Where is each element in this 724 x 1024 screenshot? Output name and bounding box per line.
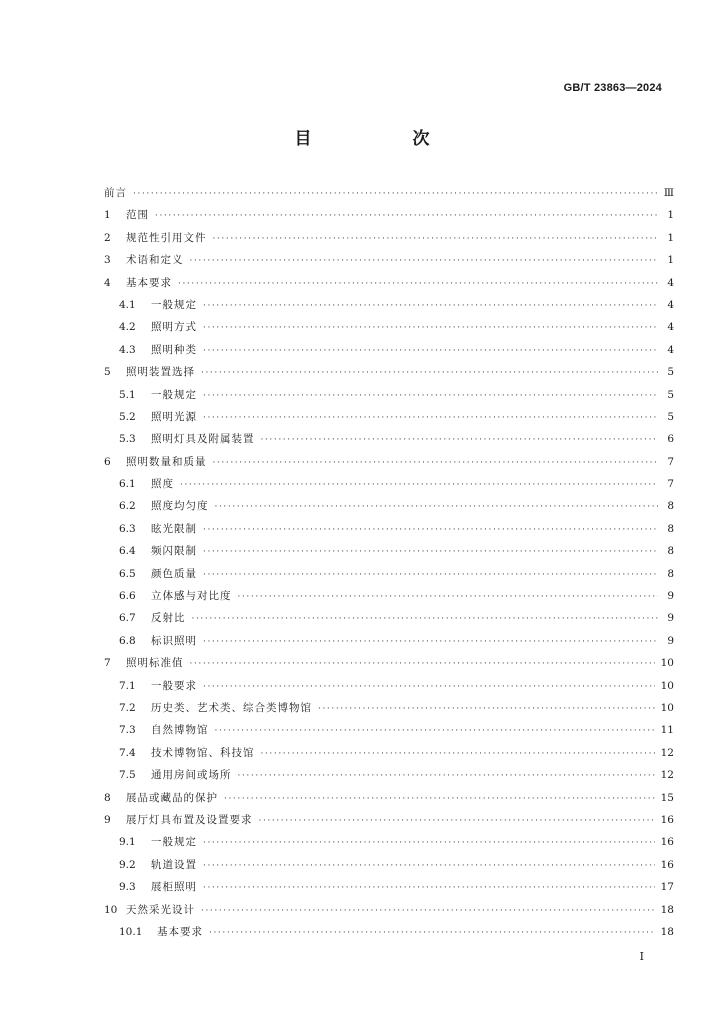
toc-entry-title: 范围	[126, 209, 149, 222]
toc-entry[interactable]	[104, 854, 674, 876]
toc-entry-page: 16	[660, 813, 674, 826]
page-number: Ⅰ	[639, 950, 644, 963]
page-title: 目 次	[294, 129, 472, 149]
toc-entry-title: 规范性引用文件	[126, 231, 207, 244]
toc-entry[interactable]	[104, 316, 674, 338]
toc-leader-dots	[209, 922, 655, 944]
toc-entry-number: 6.4	[119, 545, 136, 558]
toc-entry[interactable]	[104, 585, 674, 607]
toc-entry-page: 11	[660, 724, 674, 737]
toc-entry-page: 9	[667, 590, 674, 603]
toc-entry-page: 12	[660, 746, 674, 759]
toc-entry[interactable]	[104, 764, 674, 786]
toc-entry-number: 7.1	[119, 679, 136, 692]
toc-entry[interactable]	[104, 518, 674, 540]
toc-entry-number: 6.8	[119, 634, 136, 647]
toc-entry-title: 前言	[104, 187, 127, 199]
toc-leader-dots	[238, 586, 659, 608]
toc-entry-title: 轨道设置	[151, 858, 197, 871]
toc-entry-page: 1	[667, 231, 674, 244]
toc-leader-dots	[192, 608, 659, 630]
toc-leader-dots	[203, 385, 658, 407]
toc-entry-page: 8	[667, 567, 674, 580]
toc-entry[interactable]	[104, 563, 674, 585]
toc-entry-number: 1	[104, 209, 111, 222]
toc-entry[interactable]	[104, 697, 674, 719]
toc-entry-page: 6	[667, 433, 674, 446]
toc-entry-page: 5	[667, 388, 674, 401]
toc-entry[interactable]	[104, 406, 674, 428]
toc-entry-title: 立体感与对比度	[151, 590, 232, 603]
toc-entry[interactable]	[104, 428, 674, 450]
toc-leader-dots	[190, 250, 659, 272]
toc-leader-dots	[201, 362, 658, 384]
toc-entry-number: 2	[104, 231, 111, 244]
toc-entry-number: 4	[104, 276, 111, 289]
toc-entry-title: 照明标准值	[126, 657, 184, 670]
standard-code: GB/T 23863—2024	[563, 82, 662, 94]
toc-entry[interactable]	[104, 227, 674, 249]
toc-entry-number: 10.1	[119, 925, 143, 938]
toc-entry-title: 照明种类	[151, 343, 197, 356]
toc-leader-dots	[238, 765, 655, 787]
toc-entry[interactable]	[104, 473, 674, 495]
toc-entry[interactable]	[104, 630, 674, 652]
toc-entry-title: 照明方式	[151, 321, 197, 334]
toc-entry-number: 6.6	[119, 590, 136, 603]
toc-entry[interactable]	[104, 652, 674, 674]
toc-leader-dots	[180, 474, 658, 496]
toc-leader-dots	[203, 519, 658, 541]
toc-entry-page: 9	[667, 612, 674, 625]
toc-entry-title: 照明装置选择	[126, 366, 195, 379]
toc-entry[interactable]	[104, 787, 674, 809]
toc-entry-page: 10	[660, 701, 674, 714]
toc-entry-title: 展厅灯具布置及设置要求	[126, 813, 253, 826]
toc-entry-number: 7.3	[119, 724, 136, 737]
toc-entry-page: 7	[667, 455, 674, 468]
toc-leader-dots	[203, 855, 655, 877]
toc-entry[interactable]	[104, 809, 674, 831]
toc-entry-title: 照明光源	[151, 410, 197, 423]
toc-entry-number: 6.7	[119, 612, 136, 625]
toc-entry-number: 4.3	[119, 343, 136, 356]
toc-entry-number: 9.3	[119, 881, 136, 894]
toc-entry-number: 6	[104, 455, 111, 468]
toc-entry[interactable]	[104, 339, 674, 361]
toc-entry-page: 9	[667, 634, 674, 647]
toc-entry[interactable]	[104, 831, 674, 853]
toc-entry-page: 18	[660, 903, 674, 916]
toc-entry-title: 照明灯具及附属装置	[151, 433, 255, 446]
toc-entry[interactable]	[104, 294, 674, 316]
toc-entry-page: 10	[660, 679, 674, 692]
toc-entry-page: Ⅲ	[663, 187, 674, 199]
toc-entry[interactable]	[104, 876, 674, 898]
toc-entry-title: 照度均匀度	[151, 500, 209, 513]
toc-entry-page: 4	[667, 298, 674, 311]
toc-entry[interactable]	[104, 719, 674, 741]
toc-entry-number: 6.5	[119, 567, 136, 580]
toc-entry[interactable]	[104, 921, 674, 943]
toc-entry-title: 技术博物馆、科技馆	[151, 746, 255, 759]
toc-leader-dots	[203, 877, 655, 899]
toc-entry-page: 5	[667, 366, 674, 379]
toc-entry-page: 8	[667, 500, 674, 513]
toc-entry[interactable]	[104, 204, 674, 226]
toc-leader-dots	[213, 452, 659, 474]
toc-leader-dots	[155, 205, 658, 227]
toc-entry-number: 6.1	[119, 478, 136, 491]
toc-entry-title: 历史类、艺术类、综合类博物馆	[151, 701, 312, 714]
toc-entry-page: 17	[660, 881, 674, 894]
toc-entry-page: 7	[667, 478, 674, 491]
toc-leader-dots	[190, 653, 655, 675]
toc-leader-dots	[203, 832, 655, 854]
toc-entry[interactable]	[104, 272, 674, 294]
toc-entry-title: 一般要求	[151, 679, 197, 692]
toc-leader-dots	[133, 183, 658, 205]
toc-entry-title: 展柜照明	[151, 881, 197, 894]
toc-entry-number: 9.1	[119, 836, 136, 849]
toc-leader-dots	[201, 900, 655, 922]
toc-entry-page: 1	[667, 254, 674, 267]
toc-leader-dots	[203, 676, 655, 698]
toc-entry-title: 一般规定	[151, 388, 197, 401]
toc-entry-page: 8	[667, 522, 674, 535]
toc-leader-dots	[203, 340, 658, 362]
toc-entry-number: 5.1	[119, 388, 136, 401]
table-of-contents	[104, 182, 674, 943]
toc-entry-number: 8	[104, 791, 111, 804]
toc-entry-number: 7	[104, 657, 111, 670]
toc-entry-number: 7.4	[119, 746, 136, 759]
toc-entry-number: 6.2	[119, 500, 136, 513]
toc-entry-page: 8	[667, 545, 674, 558]
toc-entry-number: 4.1	[119, 298, 136, 311]
toc-entry-number: 9.2	[119, 858, 136, 871]
toc-entry-number: 4.2	[119, 321, 136, 334]
toc-entry-page: 18	[660, 925, 674, 938]
toc-entry[interactable]	[104, 182, 674, 204]
toc-entry-title: 一般规定	[151, 836, 197, 849]
toc-leader-dots	[259, 810, 655, 832]
toc-entry-number: 5.3	[119, 433, 136, 446]
toc-entry-number: 9	[104, 813, 111, 826]
toc-entry-page: 16	[660, 858, 674, 871]
toc-entry-number: 5.2	[119, 410, 136, 423]
toc-leader-dots	[203, 295, 658, 317]
toc-leader-dots	[203, 317, 658, 339]
toc-entry-title: 基本要求	[157, 925, 203, 938]
toc-entry[interactable]	[104, 361, 674, 383]
toc-leader-dots	[215, 496, 659, 518]
toc-entry[interactable]	[104, 540, 674, 562]
toc-entry-number: 10	[104, 903, 118, 916]
toc-entry-title: 展品或藏品的保护	[126, 791, 218, 804]
toc-leader-dots	[203, 631, 658, 653]
toc-entry-number: 5	[104, 366, 111, 379]
toc-entry[interactable]	[104, 451, 674, 473]
toc-entry[interactable]	[104, 742, 674, 764]
toc-entry-page: 4	[667, 343, 674, 356]
toc-entry-page: 15	[660, 791, 674, 804]
toc-entry[interactable]	[104, 495, 674, 517]
toc-entry-title: 照度	[151, 478, 174, 491]
toc-entry[interactable]	[104, 899, 674, 921]
toc-entry-title: 一般规定	[151, 298, 197, 311]
toc-entry[interactable]	[104, 384, 674, 406]
toc-entry-title: 颜色质量	[151, 567, 197, 580]
toc-entry-title: 频闪限制	[151, 545, 197, 558]
toc-leader-dots	[213, 228, 659, 250]
toc-leader-dots	[224, 788, 655, 810]
toc-leader-dots	[178, 273, 658, 295]
toc-entry-number: 7.2	[119, 701, 136, 714]
toc-entry[interactable]	[104, 607, 674, 629]
toc-leader-dots	[261, 429, 659, 451]
toc-entry-title: 照明数量和质量	[126, 455, 207, 468]
toc-entry-title: 基本要求	[126, 276, 172, 289]
toc-entry-title: 标识照明	[151, 634, 197, 647]
toc-leader-dots	[261, 743, 655, 765]
toc-entry-page: 16	[660, 836, 674, 849]
toc-entry-page: 12	[660, 769, 674, 782]
toc-entry-page: 4	[667, 321, 674, 334]
toc-entry-number: 6.3	[119, 522, 136, 535]
toc-leader-dots	[318, 698, 655, 720]
toc-entry-number: 3	[104, 254, 111, 267]
toc-entry-page: 10	[660, 657, 674, 670]
toc-leader-dots	[203, 407, 658, 429]
toc-entry[interactable]	[104, 249, 674, 271]
toc-leader-dots	[203, 541, 658, 563]
toc-entry-title: 反射比	[151, 612, 186, 625]
toc-entry-number: 7.5	[119, 769, 136, 782]
toc-leader-dots	[215, 720, 655, 742]
toc-entry[interactable]	[104, 675, 674, 697]
toc-entry-title: 自然博物馆	[151, 724, 209, 737]
toc-entry-page: 4	[667, 276, 674, 289]
toc-entry-title: 通用房间或场所	[151, 769, 232, 782]
toc-entry-title: 眩光限制	[151, 522, 197, 535]
toc-entry-page: 5	[667, 410, 674, 423]
toc-entry-page: 1	[667, 209, 674, 222]
toc-entry-title: 术语和定义	[126, 254, 184, 267]
toc-leader-dots	[203, 564, 658, 586]
toc-entry-title: 天然采光设计	[126, 903, 195, 916]
